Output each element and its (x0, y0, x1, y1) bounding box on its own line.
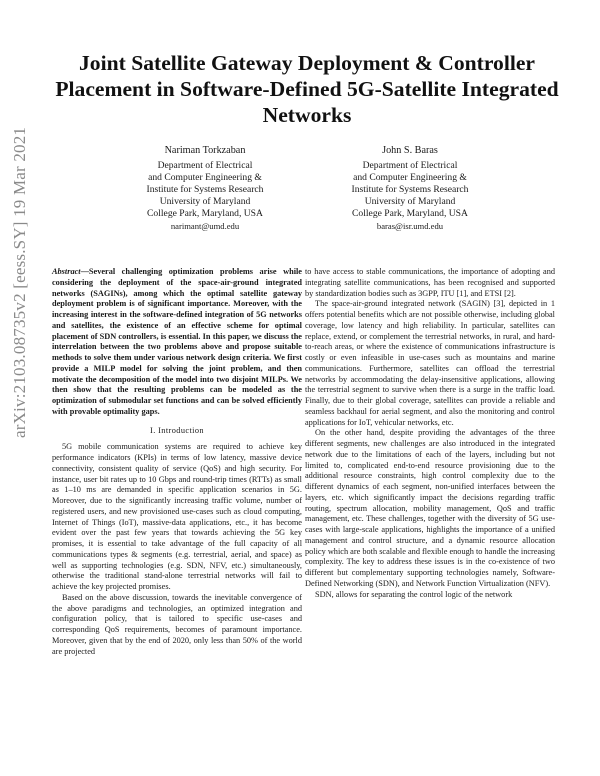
body-paragraph: On the other hand, despite providing the advantages of the three different segments, new challenges are also introduced in the integrated network due to the limitations of each of the layers, including but not limited to, complicated end-to-end resource provisioning due to the additional resource constraints, high control complexity due to the different dynamics of each segment, non-unified interfaces between the layers, etc. which significantly impact the decisions regarding traffic routing, spectrum allocation, mobility management, QoS and traffic management, etc. These challenges, together with the diversity of 5G use-cases with large-scale applications, highlights the importance of a unified management and control structure, and a dynamic resource allocation policy which are both scalable and flexible enough to handle the increasing complexity. The key to address these issues is in the co-existence of two different but complementary supporting technologies namely, Software-Defined Networking (SDN), and Network Function Virtualization (NFV). (305, 428, 555, 588)
author-block (105, 145, 305, 232)
abstract (52, 267, 302, 418)
body-paragraph: Based on the above discussion, towards the inevitable convergence of the above paradigms and technologies, an optimized integration and configuration policy, that is tailored to specific use-cases and corresponding QoS requirements, becomes of paramount importance. Moreover, given that by the end of 2020, only less than 50% of the world are projected (52, 592, 302, 656)
author-affiliation: Department of Electrical (157, 160, 253, 171)
body-paragraph: SDN, allows for separating the control logic of the network (315, 589, 513, 599)
author-location: College Park, Maryland, USA (352, 208, 468, 219)
author-university: University of Maryland (364, 196, 456, 207)
paper-title: Joint Satellite Gateway Deployment & Controller Placement in Software-Defined 5G-Satellite Integrated Networks (55, 51, 559, 127)
author-affiliation: and Computer Engineering & (148, 172, 262, 183)
section-heading: I. Introduction (150, 425, 204, 435)
body-paragraph: 5G mobile communication systems are required to achieve key performance indicators (KPIs) in terms of low latency, massive device connectivity, consistent quality of service (QoS) and high security. For instance, user bit rates up to 10 Gbps and round-trip times (RTTs) as small as 1–10 ms are demanded in specific application scenarios in 5G. Moreover, due to the significantly increasing traffic volume, number of registered users, and new provisioned use-cases such as cloud computing, Internet of Things (IoT), massive-data applications, etc., it has become evident over the past few years that towards achieving the 5G key promises, it is essential to take advantage of the full capacity of all communications types & segments (e.g. terrestrial, aerial, and space) as well as supporting technologies (e.g. SDN, NFV, etc.) simultaneously, otherwise the traditional stand-alone terrestrial networks will fail to achieve the key projected promises. (52, 442, 302, 591)
author-affiliation: Institute for Systems Research (351, 184, 469, 195)
left-column (52, 267, 302, 657)
body-paragraph: The space-air-ground integrated network (SAGIN) [3], depicted in 1 offers potential benefits which are not possible otherwise, including global coverage, low latency and high reliability. In particular, satellites can replace, extend, or complement the terrestrial networks, in rural, and hard-to-reach areas, or where the existence of communications infrastructure is costly or even infeasible in use-cases such as mountains and marine communications. Furthermore, satellites can offload the terrestrial networks by accommodating the delay-insensitive applications, allowing the terrestrial segment to survive when there is a surge in the traffic load. Finally, due to their global coverage, satellites can provide a reliable and seamless backhaul for aerial segment, and also the monitoring and control applications for IoT, vehicular networks, etc. (305, 299, 555, 427)
author-block (310, 145, 510, 232)
author-location: College Park, Maryland, USA (147, 208, 263, 219)
abstract-label: Abstract (52, 267, 81, 276)
author-email: baras@isr.umd.edu (376, 221, 444, 231)
body-paragraph: to have access to stable communications, the importance of adopting and integrating satellite communications, has been recognised and supported by standardization bodies such as 3GPP, ITU [1], and ETSI [2]. (305, 267, 555, 298)
author-email: narimant@umd.edu (170, 221, 240, 231)
author-affiliation: Department of Electrical (362, 160, 458, 171)
author-university: University of Maryland (159, 196, 251, 207)
right-column (305, 267, 555, 600)
author-affiliation: Institute for Systems Research (146, 184, 264, 195)
arxiv-identifier: arXiv:2103.08735v2 [eess.SY] 19 Mar 2021 (10, 126, 29, 438)
abstract-text: —Several challenging optimization problems arise while considering the deployment of the space-air-ground integrated networks (SAGINs), among which the optimal satellite gateway deployment problem is of significant importance. Moreover, with the increasing interest in the software-defined integration of 5G networks and satellites, the existence of an effective scheme for optimal placement of SDN controllers, is essential. In this paper, we discuss the interrelation between the two problems above and propose suitable methods to solve them under various network design criteria. We first provide a MILP model for solving the joint problem, and then motivate the decomposition of the model into two disjoint MILPs. We then show that the resulting problems can be modeled as the optimization of submodular set functions and can be solved efficiently with provable optimality gaps. (52, 267, 302, 416)
author-name: Nariman Torkzaban (164, 145, 246, 156)
author-name: John S. Baras (382, 145, 438, 156)
author-affiliation: and Computer Engineering & (353, 172, 467, 183)
